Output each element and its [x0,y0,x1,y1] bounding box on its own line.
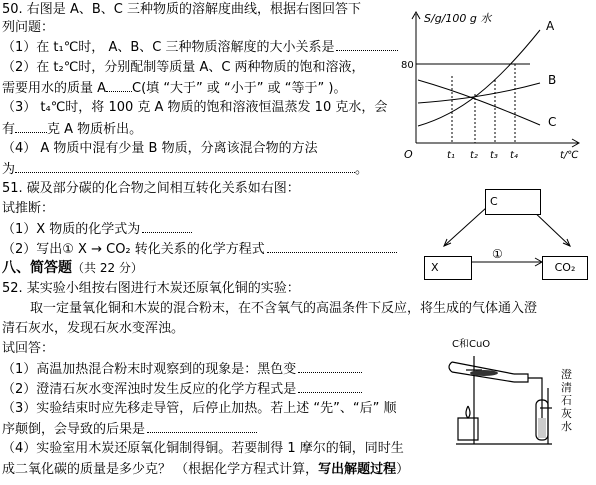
q50-part2-cont [2,79,346,97]
solubility-graph [400,8,590,163]
q50-part3-b: 克 A 物质析出。 [47,122,143,137]
q51-part2-text: （2）写出① X → CO₂ 转化关系的化学方程式 [2,242,265,257]
q52-blank2[interactable] [298,380,362,393]
apparatus-side-label: 澄清石灰水 [561,368,572,433]
section-8-header [2,260,143,277]
graph-y80: 80 [401,60,414,71]
q52-part4-c: ） [396,462,410,477]
graph-origin: O [404,148,413,161]
q50-part4: （4） A 物质中混有少量 B 物质，分离该混合物的方法 [2,141,318,156]
q50-part2-b: C(填 “大于” 或 “小于” 或 “等于” )。 [132,81,347,96]
q52-line1: 52. 某实验小组按右图进行木炭还原氧化铜的实验： [2,281,300,296]
q50-part1-text: （1）在 t₁℃时， A、B、C 三种物质溶解度的大小关系是 [2,40,335,55]
q50-part4-b: 。 [355,162,369,177]
q52-part4-a: 成二氧化碳的质量是多少克？ （根据化学方程式计算， [2,462,319,477]
arrow-label-1: ① [492,247,503,261]
curve-b-label: B [548,73,557,87]
q52-part2 [2,380,362,398]
q50-blank1[interactable] [336,38,398,51]
q51-part1 [2,220,192,238]
q52-part4-cont [2,461,409,478]
limewater [538,418,546,438]
q51-part1-text: （1）X 物质的化学式为 [2,222,141,237]
lab-apparatus [444,348,560,448]
q52-line4: 试回答： [2,341,55,356]
q52-part3: （3）实验结束时应先移走导管，后停止加热。若上述 “先”、“后” 顺 [2,401,397,416]
q52-part3-cont [2,420,257,438]
q52-part1 [2,360,362,378]
node-x: X [424,256,472,280]
q50-part2: （2）在 t₂℃时，分别配制等质量 A、C 两种物质的饱和溶液， [2,60,365,75]
curve-c-label: C [548,115,557,129]
q51-part2 [2,240,397,258]
graph-tick-t1: t₁ [447,150,455,161]
powder-mixture [470,370,498,376]
q52-part4-b: 写出解题过程 [318,462,397,477]
curve-a-label: A [546,19,555,33]
q50-part4-cont [2,160,368,178]
q50-blank2[interactable] [106,79,132,92]
q52-part4: （4）实验室用木炭还原氧化铜制得铜。若要制得 1 摩尔的铜，同时生 [2,441,404,456]
node-c: C [485,189,541,215]
q51-line1: 51. 碳及部分碳的化合物之间相互转化关系如右图： [2,181,300,196]
q50-blank4[interactable] [15,160,355,173]
node-co2: CO₂ [542,256,588,280]
graph-tick-t4: t₄ [510,150,518,161]
q52-part1-text: （1）高温加热混合粉末时观察到的现象是：黑色变 [2,362,297,377]
q52-line3: 清石灰水，发现石灰水变浑浊。 [2,321,185,336]
q51-line2: 试推断： [2,201,55,216]
graph-ylabel: S/g/100 g 水 [424,12,492,25]
q50-part2-a: 需要用水的质量 A [2,81,107,96]
q50-part3-a: 有 [2,122,16,137]
q52-line2: 取一定量氧化铜和木炭的混合粉末，在不含氧气的高温条件下反应，将生成的气体通入澄 [30,301,538,316]
q50-line2: 列问题： [2,20,55,35]
q51-blank1[interactable] [142,220,192,233]
apparatus-label: C和CuO [452,339,491,350]
section-8-title: 八、简答题 [2,260,72,276]
q50-line1: 50. 右图是 A、B、C 三种物质的溶解度曲线，根据右图回答下 [2,2,361,17]
graph-xlabel: t/℃ [560,150,579,161]
q52-part2-text: （2）澄清石灰水变浑浊时发生反应的化学方程式是 [2,382,297,397]
q50-part3-cont [2,120,142,138]
q50-blank3[interactable] [15,120,47,133]
graph-tick-t3: t₃ [490,150,498,161]
q50-part1 [2,38,398,56]
q50-part3: （3） t₄℃时，将 100 克 A 物质的饱和溶液恒温蒸发 10 克水，会 [2,100,388,115]
section-8-points: （共 22 分） [72,261,143,275]
q50-part4-a: 为 [2,162,16,177]
q51-blank2[interactable] [267,240,397,253]
q52-blank3[interactable] [147,420,257,433]
graph-tick-t2: t₂ [470,150,478,161]
q52-part3-text: 序颠倒，会导致的后果是 [2,422,146,437]
q52-blank1[interactable] [298,360,362,373]
